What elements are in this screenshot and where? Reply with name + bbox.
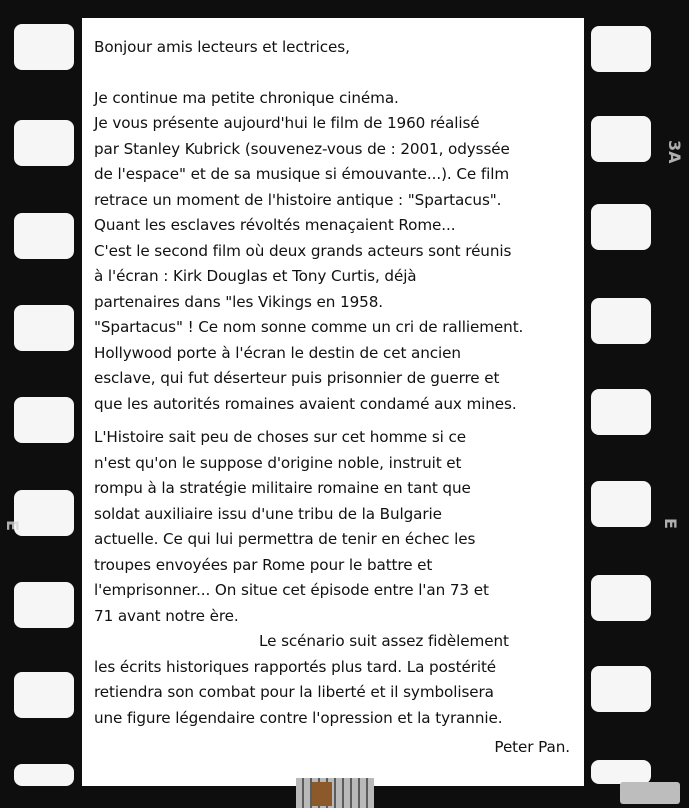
sprocket-hole bbox=[14, 490, 74, 536]
sprocket-hole bbox=[14, 24, 74, 70]
sprocket-hole bbox=[591, 116, 651, 162]
film-frame-thumbnail bbox=[296, 778, 374, 808]
letter-paper bbox=[82, 18, 584, 786]
sprocket-hole bbox=[14, 213, 74, 259]
letter-paragraph-2: L'Histoire sait peu de choses sur cet homme si ce n'est qu'on le suppose d'origine noble, instruit et rompu à la stratégie militaire romaine en tant que soldat auxiliaire issu d'une tribu de la Bulgarie actuelle. Ce qui lui permettra de tenir en échec les troupes envoyées par Rome pour le battre et l'emprisonner... On situe cet épisode entre l'an 73 et 71 avant notre ère. bbox=[94, 428, 489, 625]
letter-paragraph-3-first-line: Le scénario suit assez fidèlement bbox=[259, 632, 509, 650]
corner-mark bbox=[620, 782, 680, 804]
sprocket-hole bbox=[14, 764, 74, 786]
spacer bbox=[94, 61, 576, 86]
spacer bbox=[94, 417, 576, 425]
thumbnail-image bbox=[312, 782, 332, 806]
letter-paragraph-1: Je continue ma petite chronique cinéma. Je vous présente aujourd'hui le film de 1960 réalisé par Stanley Kubrick (souvenez-vous de : 2001, odyssée de l'espace" et de sa musique si émouvante...). Ce film retrace un moment de l'histoire antique : "Spartacus". Quant les esclaves révoltés menaçaient Rome... C'est le second film où deux grands acteurs sont réunis à l'écran : Kirk Douglas et Tony Curtis, déjà partenaires dans "les Vikings en 1958. "Spartacus" ! Ce nom sonne comme un cri de ralliement. Hollywood porte à l'écran le destin de cet ancien esclave, qui fut déserteur puis prisonnier de guerre et que les autorités romaines avaient condamé aux mines. bbox=[94, 88, 524, 413]
sprocket-hole bbox=[591, 481, 651, 527]
left-sprocket-column bbox=[10, 0, 80, 808]
sprocket-hole bbox=[14, 672, 74, 718]
sprocket-hole bbox=[14, 582, 74, 628]
right-sprocket-column bbox=[587, 0, 657, 808]
edge-mark-right: 3A bbox=[665, 140, 684, 164]
sprocket-hole bbox=[591, 298, 651, 344]
letter-paragraph-3: les écrits historiques rapportés plus tard. La postérité retiendra son combat pour la liberté et il symbolisera une figure légendaire contre l'opression et la tyrannie. bbox=[94, 657, 503, 727]
sprocket-hole bbox=[591, 575, 651, 621]
sprocket-hole bbox=[591, 26, 651, 72]
sprocket-hole bbox=[14, 120, 74, 166]
sprocket-hole bbox=[14, 305, 74, 351]
edge-mark-right-lower: E bbox=[661, 518, 680, 529]
letter-greeting: Bonjour amis lecteurs et lectrices, bbox=[94, 38, 350, 56]
letter-signature: Peter Pan. bbox=[494, 738, 570, 756]
sprocket-hole bbox=[591, 389, 651, 435]
sprocket-hole bbox=[591, 666, 651, 712]
sprocket-hole bbox=[591, 204, 651, 250]
sprocket-hole bbox=[14, 397, 74, 443]
sprocket-hole bbox=[591, 760, 651, 784]
edge-mark-left: E bbox=[3, 520, 22, 531]
